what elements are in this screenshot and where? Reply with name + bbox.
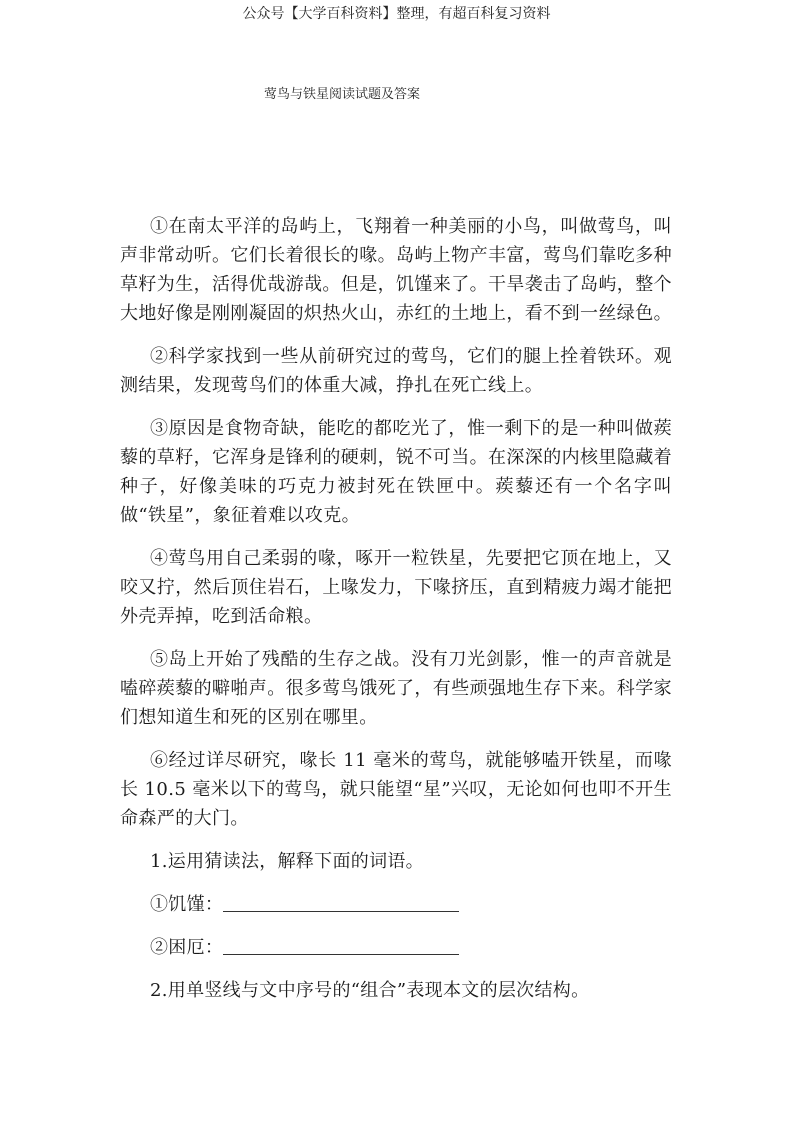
header-note: 公众号【大学百科资料】整理，有超百科复习资料 — [242, 6, 551, 22]
answer-blank-1b[interactable] — [223, 936, 459, 955]
paragraph-6: ⑥经过详尽研究，喙长 11 毫米的莺鸟，就能够嗑开铁星，而喙长 10.5 毫米以下的莺鸟，就只能望“星”兴叹，无论如何也叩不开生命森严的大门。 — [120, 750, 672, 829]
question-1: 1.运用猜读法，解释下面的词语。 — [150, 851, 424, 872]
paragraph-1: ①在南太平洋的岛屿上，飞翔着一种美丽的小鸟，叫做莺鸟，叫声非常动听。它们长着很长的喙。岛屿上物产丰富，莺鸟们靠吃多种草籽为生，活得优哉游哉。但是，饥馑来了。干旱袭击了岛屿，整个大地好像是刚刚凝固的炽热火山，赤红的土地上，看不到一丝绿色。 — [120, 216, 672, 324]
question-1a-label: ①饥馑： — [150, 894, 224, 915]
question-1b — [120, 933, 672, 962]
paragraph-3: ③原因是食物奇缺，能吃的都吃光了，惟一剩下的是一种叫做蒺藜的草籽，它浑身是锋利的硬刺，锐不可当。在深深的内核里隐藏着种子，好像美味的巧克力被封死在铁匣中。蒺藜还有一个名字叫做“铁星”，象征着难以攻克。 — [120, 418, 672, 526]
question-2: 2.用单竖线与文中序号的“组合”表现本文的层次结构。 — [150, 980, 590, 1001]
answer-blank-1a[interactable] — [223, 893, 459, 912]
question-1a — [120, 890, 672, 919]
article-body — [120, 212, 672, 1019]
document-title: 莺鸟与铁星阅读试题及答案 — [264, 87, 421, 102]
paragraph-4: ④莺鸟用自己柔弱的喙，啄开一粒铁星，先要把它顶在地上，又咬又拧，然后顶住岩石，上喙发力，下喙挤压，直到精疲力竭才能把外壳弄掉，吃到活命粮。 — [120, 548, 672, 627]
paragraph-2: ②科学家找到一些从前研究过的莺鸟，它们的腿上拴着铁环。观测结果，发现莺鸟们的体重大减，挣扎在死亡线上。 — [120, 346, 672, 396]
question-1b-label: ②困厄： — [150, 937, 224, 958]
paragraph-5: ⑤岛上开始了残酷的生存之战。没有刀光剑影，惟一的声音就是嗑碎蒺藜的噼啪声。很多莺鸟饿死了，有些顽强地生存下来。科学家们想知道生和死的区别在哪里。 — [120, 649, 672, 728]
